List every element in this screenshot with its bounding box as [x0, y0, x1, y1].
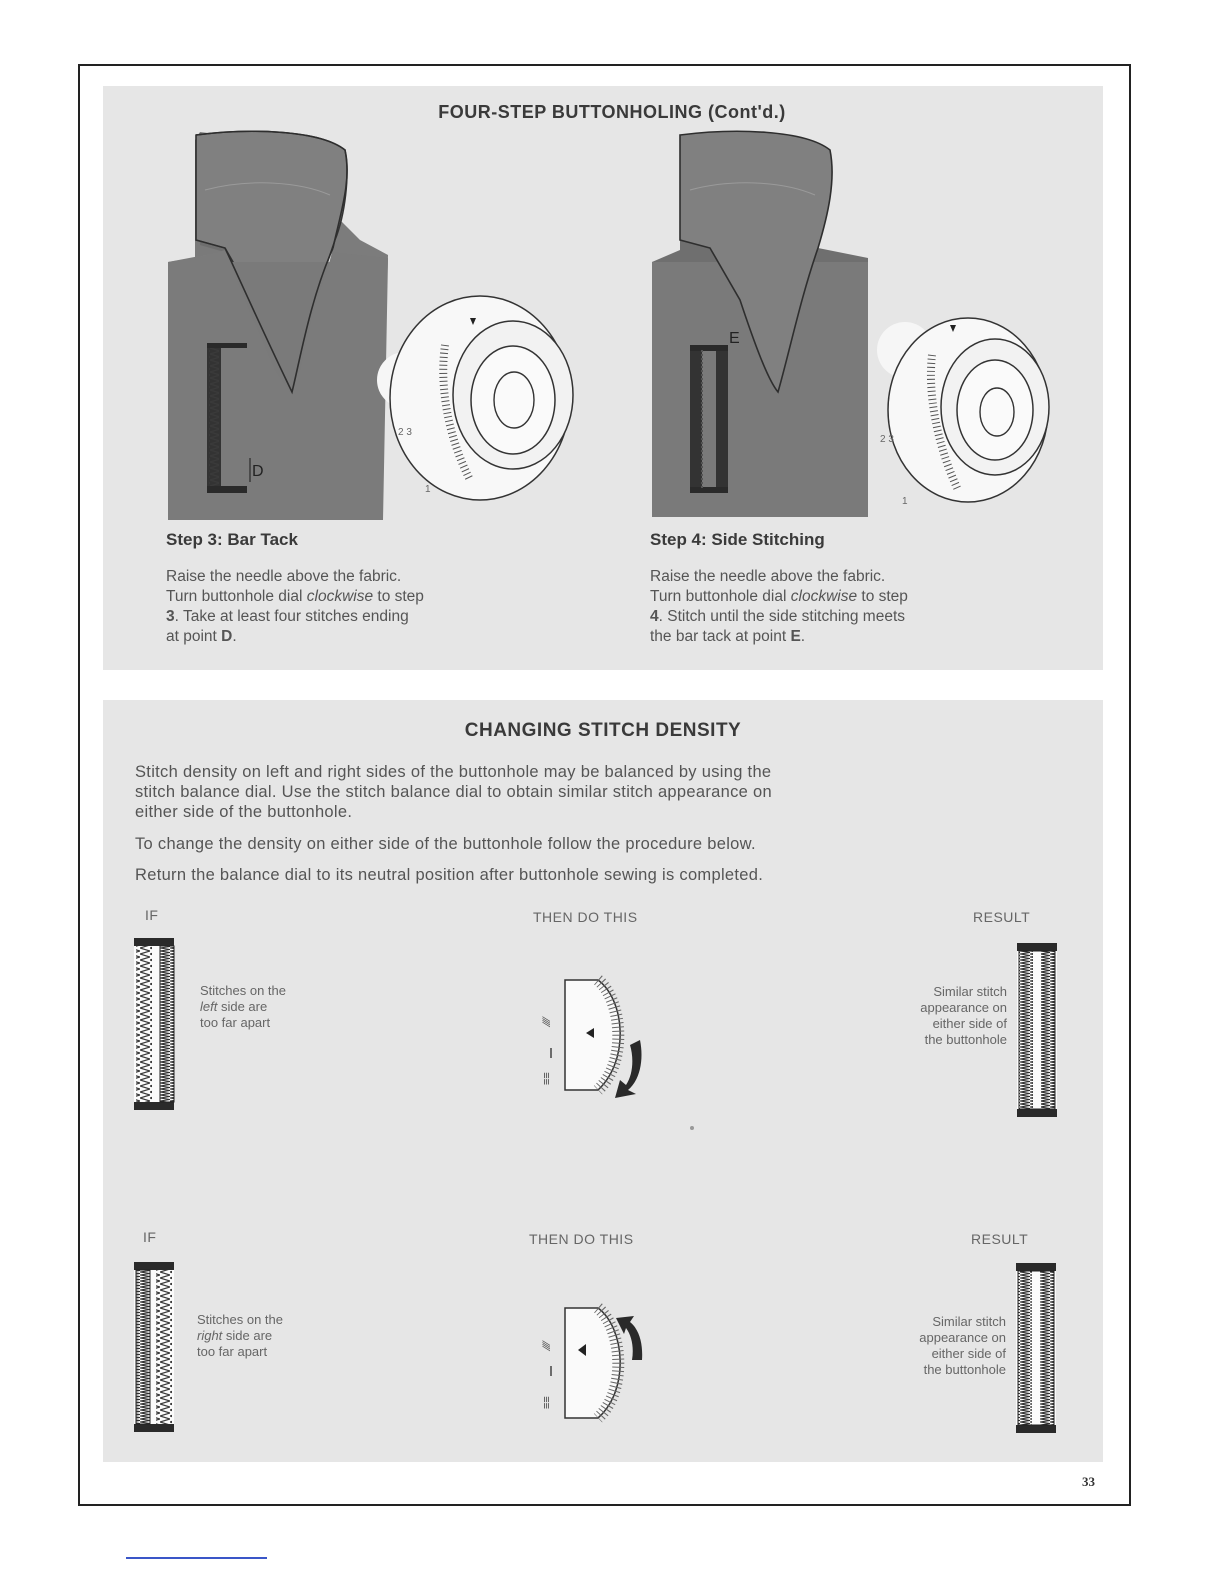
row2-result-line2: appearance on: [919, 1330, 1006, 1345]
footer-link-underline[interactable]: [126, 1557, 267, 1559]
row1-if-header: IF: [145, 907, 159, 923]
row1-result-line4: the buttonhole: [924, 1032, 1007, 1047]
svg-text:≡≡: ≡≡: [541, 1072, 553, 1085]
density-para3: Return the balance dial to its neutral position after buttonhole sewing is completed.: [135, 866, 764, 884]
step4-line1: Raise the needle above the fabric.: [650, 568, 886, 585]
density-para1-line3: either side of the buttonhole.: [135, 803, 353, 821]
row2-result-line3: either side of: [931, 1346, 1006, 1361]
step3-line4: at point D.: [166, 628, 237, 645]
row1-result-line2: appearance on: [920, 1000, 1007, 1015]
row1-if-line2: left side are: [200, 999, 268, 1014]
step4-line3: 4. Stitch until the side stitching meets: [650, 608, 906, 625]
row1-if-line3: too far apart: [200, 1015, 271, 1030]
svg-text:≡≡: ≡≡: [541, 1396, 553, 1409]
step4-title: Step 4: Side Stitching: [650, 530, 825, 549]
density-para1-line1: Stitch density on left and right sides of the buttonhole may be balanced by using the: [135, 763, 772, 781]
step3-line1: Raise the needle above the fabric.: [166, 568, 402, 585]
svg-text:1: 1: [902, 496, 908, 507]
section-title-density: CHANGING STITCH DENSITY: [464, 720, 742, 741]
row2-if-line1: Stitches on the: [197, 1312, 283, 1327]
row1-result-line3: either side of: [932, 1016, 1007, 1031]
point-e-label: E: [729, 330, 740, 347]
page-number: 33: [1082, 1474, 1095, 1489]
density-para1-line2: stitch balance dial. Use the stitch balance dial to obtain similar stitch appearance on: [135, 783, 772, 801]
section-title-buttonholing: FOUR-STEP BUTTONHOLING (Cont'd.): [438, 102, 786, 122]
row2-result-header: RESULT: [971, 1231, 1029, 1247]
step4-line2: Turn buttonhole dial clockwise to step: [650, 588, 908, 605]
row2-if-line2: right side are: [197, 1328, 273, 1343]
row2-result-line1: Similar stitch: [932, 1314, 1006, 1329]
svg-text:2 3: 2 3: [880, 434, 894, 445]
row2-if-line3: too far apart: [197, 1344, 268, 1359]
row1-result-line1: Similar stitch: [933, 984, 1007, 999]
row1-then-header: THEN DO THIS: [533, 909, 638, 925]
svg-text:2 3: 2 3: [398, 427, 412, 438]
row1-if-line1: Stitches on the: [200, 983, 286, 998]
row1-result-header: RESULT: [973, 909, 1031, 925]
row2-if-header: IF: [143, 1229, 157, 1245]
buttonhole-right-sparse-icon: [134, 1262, 174, 1432]
step3-line3: 3. Take at least four stitches ending: [166, 608, 409, 625]
balance-dial-turn-up-icon: [541, 1308, 642, 1418]
point-d-label: D: [252, 463, 264, 480]
step4-line4: the bar tack at point E.: [650, 628, 806, 645]
svg-text:1: 1: [425, 484, 431, 495]
svg-text:∕∕∕∕: ∕∕∕∕: [541, 1017, 553, 1025]
svg-text:∕∕∕∕: ∕∕∕∕: [541, 1341, 553, 1349]
step3-line2: Turn buttonhole dial clockwise to step: [166, 588, 424, 605]
row2-result-line4: the buttonhole: [923, 1362, 1006, 1377]
buttonhole-balanced-icon-2: [1016, 1263, 1056, 1433]
row2-then-header: THEN DO THIS: [529, 1231, 634, 1247]
step3-title: Step 3: Bar Tack: [166, 530, 298, 549]
density-para2: To change the density on either side of the buttonhole follow the procedure below.: [135, 835, 756, 853]
